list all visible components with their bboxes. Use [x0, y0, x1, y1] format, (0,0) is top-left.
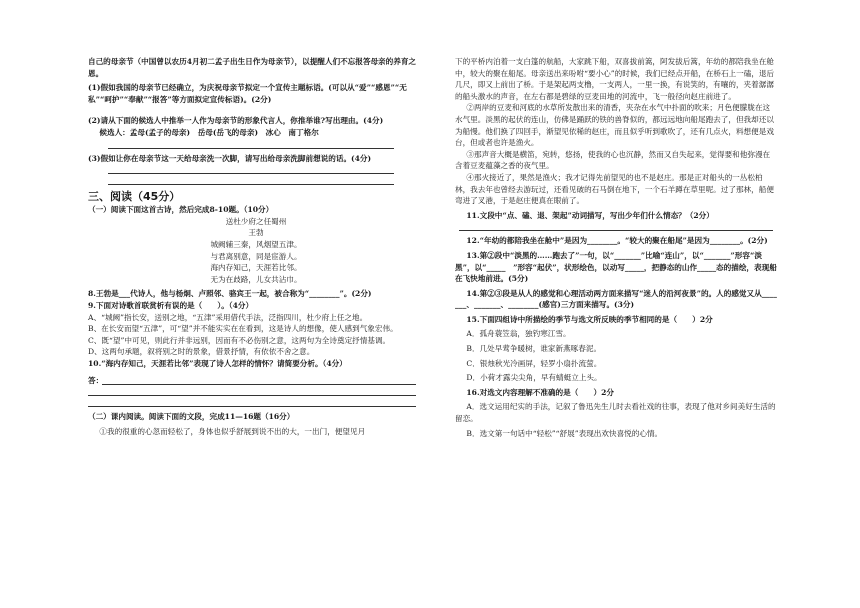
- question-14: 14.第②③段是从人的感觉和心理活动两方面来描写“迷人的沿河夜景”的。人的感觉又从_______、_______、________(感官)三方面来描写。(3分): [455, 288, 777, 310]
- passage-paragraph: ④那火接近了，果然是渔火；我才记得先前望见的也不是赵庄。那是正对船头的一丛松柏林，我去年也曾经去游玩过，还看见破的石马倒在地下，一个石羊蹲在草里呢。过了那林，船便弯进了叉港，于是赵庄便真在眼前了。: [455, 172, 774, 206]
- option-d: D、这两句承题，叙将别之时的景象，借景抒情，有依依不舍之意。: [88, 347, 315, 357]
- option-d: D．小荷才露尖尖角，早有蜻蜓立上头。: [466, 373, 602, 383]
- question-12: 12.“年幼的都陪我坐在舱中”是因为________。“较大的聚在船尾”是因为________。(2分): [466, 236, 768, 246]
- question-11: 11.文段中“点、磕、退、架起”动词描写，写出少年们什么情态？（2分）: [466, 210, 714, 220]
- option-c: C．银烛秋光冷画屏，轻罗小扇扑流萤。: [466, 358, 602, 368]
- answer-line[interactable]: [88, 175, 424, 186]
- poem-line: 城阙辅三秦，风烟望五津。: [210, 239, 302, 249]
- passage-paragraph: ③那声音大概是横笛，宛转，悠扬，使我的心也沉静，然而又自失起来，觉得要和他弥漫在含着豆麦蕴藻之香的夜气里。: [455, 149, 771, 171]
- section-heading-reading: 三、阅读（45分）: [88, 190, 181, 204]
- answer-line[interactable]: [88, 164, 424, 175]
- part2-heading: （二）课内阅读。阅读下面的文段，完成11—16题（16分）: [88, 412, 295, 422]
- intro-text: 自己的母亲节（中国曾以农历4月初二孟子出生日作为母亲节），以提醒人们不忘报答母亲的养育之恩。: [88, 57, 417, 78]
- passage-paragraph: ①我的很重的心忽而轻松了，身体也似乎舒展到说不出的大，一出门，便望见月: [99, 427, 366, 437]
- option-a: A．孤舟蓑笠翁，独钓寒江雪。: [466, 329, 571, 339]
- passage-paragraph: ②两岸的豆麦和河底的水草所发散出来的清香，夹杂在水气中扑面的吹来；月色便朦胧在这水气里。淡黑的起伏的连山，仿佛是踊跃的铁的兽脊似的，都远远地向船尾跑去了，但我却还以为船慢。他们换了四回手，渐望见依稀的赵庄，而且似乎听到歌吹了，还有几点火，料想便是戏台，但或者也许是渔火。: [455, 103, 774, 148]
- poem-author: 王勃: [248, 228, 264, 238]
- option-a: A．选文运用纪实的手法，记叙了鲁迅先生儿时去看社戏的往事，表现了他对乡间美好生活的留恋。: [455, 402, 776, 424]
- question-1: (1)假如我国的母亲节已经确立，为庆祝母亲节拟定一个宣传主题标语。(可以从“爱”“感恩”“无私”“呵护”“奉献”“报答”等方面拟定宣传标语)。(2分): [88, 83, 407, 104]
- answer-label: 答：: [88, 376, 104, 386]
- left-column: [88, 56, 424, 438]
- option-b: B、在长安而望“五津”，可“望”并不能实实在在看到，这是诗人的想像，使人感到气象宏伟。: [88, 324, 398, 334]
- question-9: 9.下面对诗歌首联赏析有误的是（ ）。（4分）: [88, 300, 254, 310]
- option-b: B．选文第一句话中“轻松”“舒展”表现出欢快喜悦的心情。: [466, 428, 663, 438]
- question-16: 16.对选文内容理解不准确的是（ ）2分: [466, 387, 614, 397]
- answer-line[interactable]: [88, 386, 424, 397]
- question-10: 10.“海内存知己，天涯若比邻”表现了诗人怎样的情怀？请简要分析。（4分）: [88, 358, 347, 368]
- option-a: A、“城阙”指长安，送别之地，“五津”采用借代手法，泛指四川，杜少府上任之地。: [88, 312, 368, 322]
- answer-line[interactable]: [455, 221, 777, 232]
- part1-heading: （一）阅读下面这首古诗，然后完成8-10题。（10分）: [88, 205, 274, 215]
- question-8: 8.王勃是___代诗人，他与杨炯、卢照邻、骆宾王一起，被合称为“________”。(2分): [88, 289, 372, 299]
- answer-row[interactable]: [88, 375, 424, 386]
- answer-line[interactable]: [88, 139, 424, 150]
- poem-line: 与君离别意，同是宦游人。: [210, 251, 302, 261]
- question-2: (2)请从下面的候选人中推举一人作为母亲节的形象代言人，你推举谁?写出理由。(4分): [88, 116, 384, 126]
- option-b: B．几处早莺争暖树，谁家新燕啄春泥。: [466, 344, 602, 354]
- right-column: [455, 56, 777, 439]
- answer-line[interactable]: [88, 397, 424, 408]
- poem-line: 无为在歧路，儿女共沾巾。: [210, 274, 302, 284]
- poem-title: 送杜少府之任蜀州: [225, 216, 287, 226]
- question-15: 15.下面四组诗中所描绘的季节与选文所反映的季节相同的是（ ）2分: [466, 314, 713, 324]
- candidate-list: 候选人：孟母(孟子的母亲) 岳母(岳飞的母亲) 冰心 南丁格尔: [99, 127, 319, 137]
- question-13: 13.第②段中“淡黑的……跑去了”一句，以“_______”比喻“连山”，以“_______”形容“淡黑”，以“_____ ”形容“起伏”，状形绘色，以动写_____，把静态的山作_____态的描绘，表现船在飞快地前进。(5分): [455, 250, 777, 284]
- poem-line: 海内存知己，天涯若比邻。: [210, 263, 302, 273]
- option-c: C、既“望”中可见，则此行并非远别，因而有不必伤别之意，这两句为全诗奠定抒情基调。: [88, 335, 391, 345]
- question-3: (3)假如让你在母亲节这一天给母亲洗一次脚，请写出给母亲洗脚前想说的话。(4分): [88, 153, 372, 163]
- passage-paragraph: 下的平桥内泊着一支白篷的航船，大家跳下船，双喜拔前篙，阿发拔后篙，年幼的都陪我坐在舱中，较大的聚在船尾。母亲送出来吩咐“要小心”的时候，我们已经点开船，在桥石上一磕，退后几尺，即又上前出了桥。于是架起两支橹，一支两人，一里一换，有说笑的，有嚷的，夹着潺潺的船头激水的声音，在左右都是碧绿的豆麦田地的河流中，飞一般径向赵庄前进了。: [455, 57, 775, 101]
